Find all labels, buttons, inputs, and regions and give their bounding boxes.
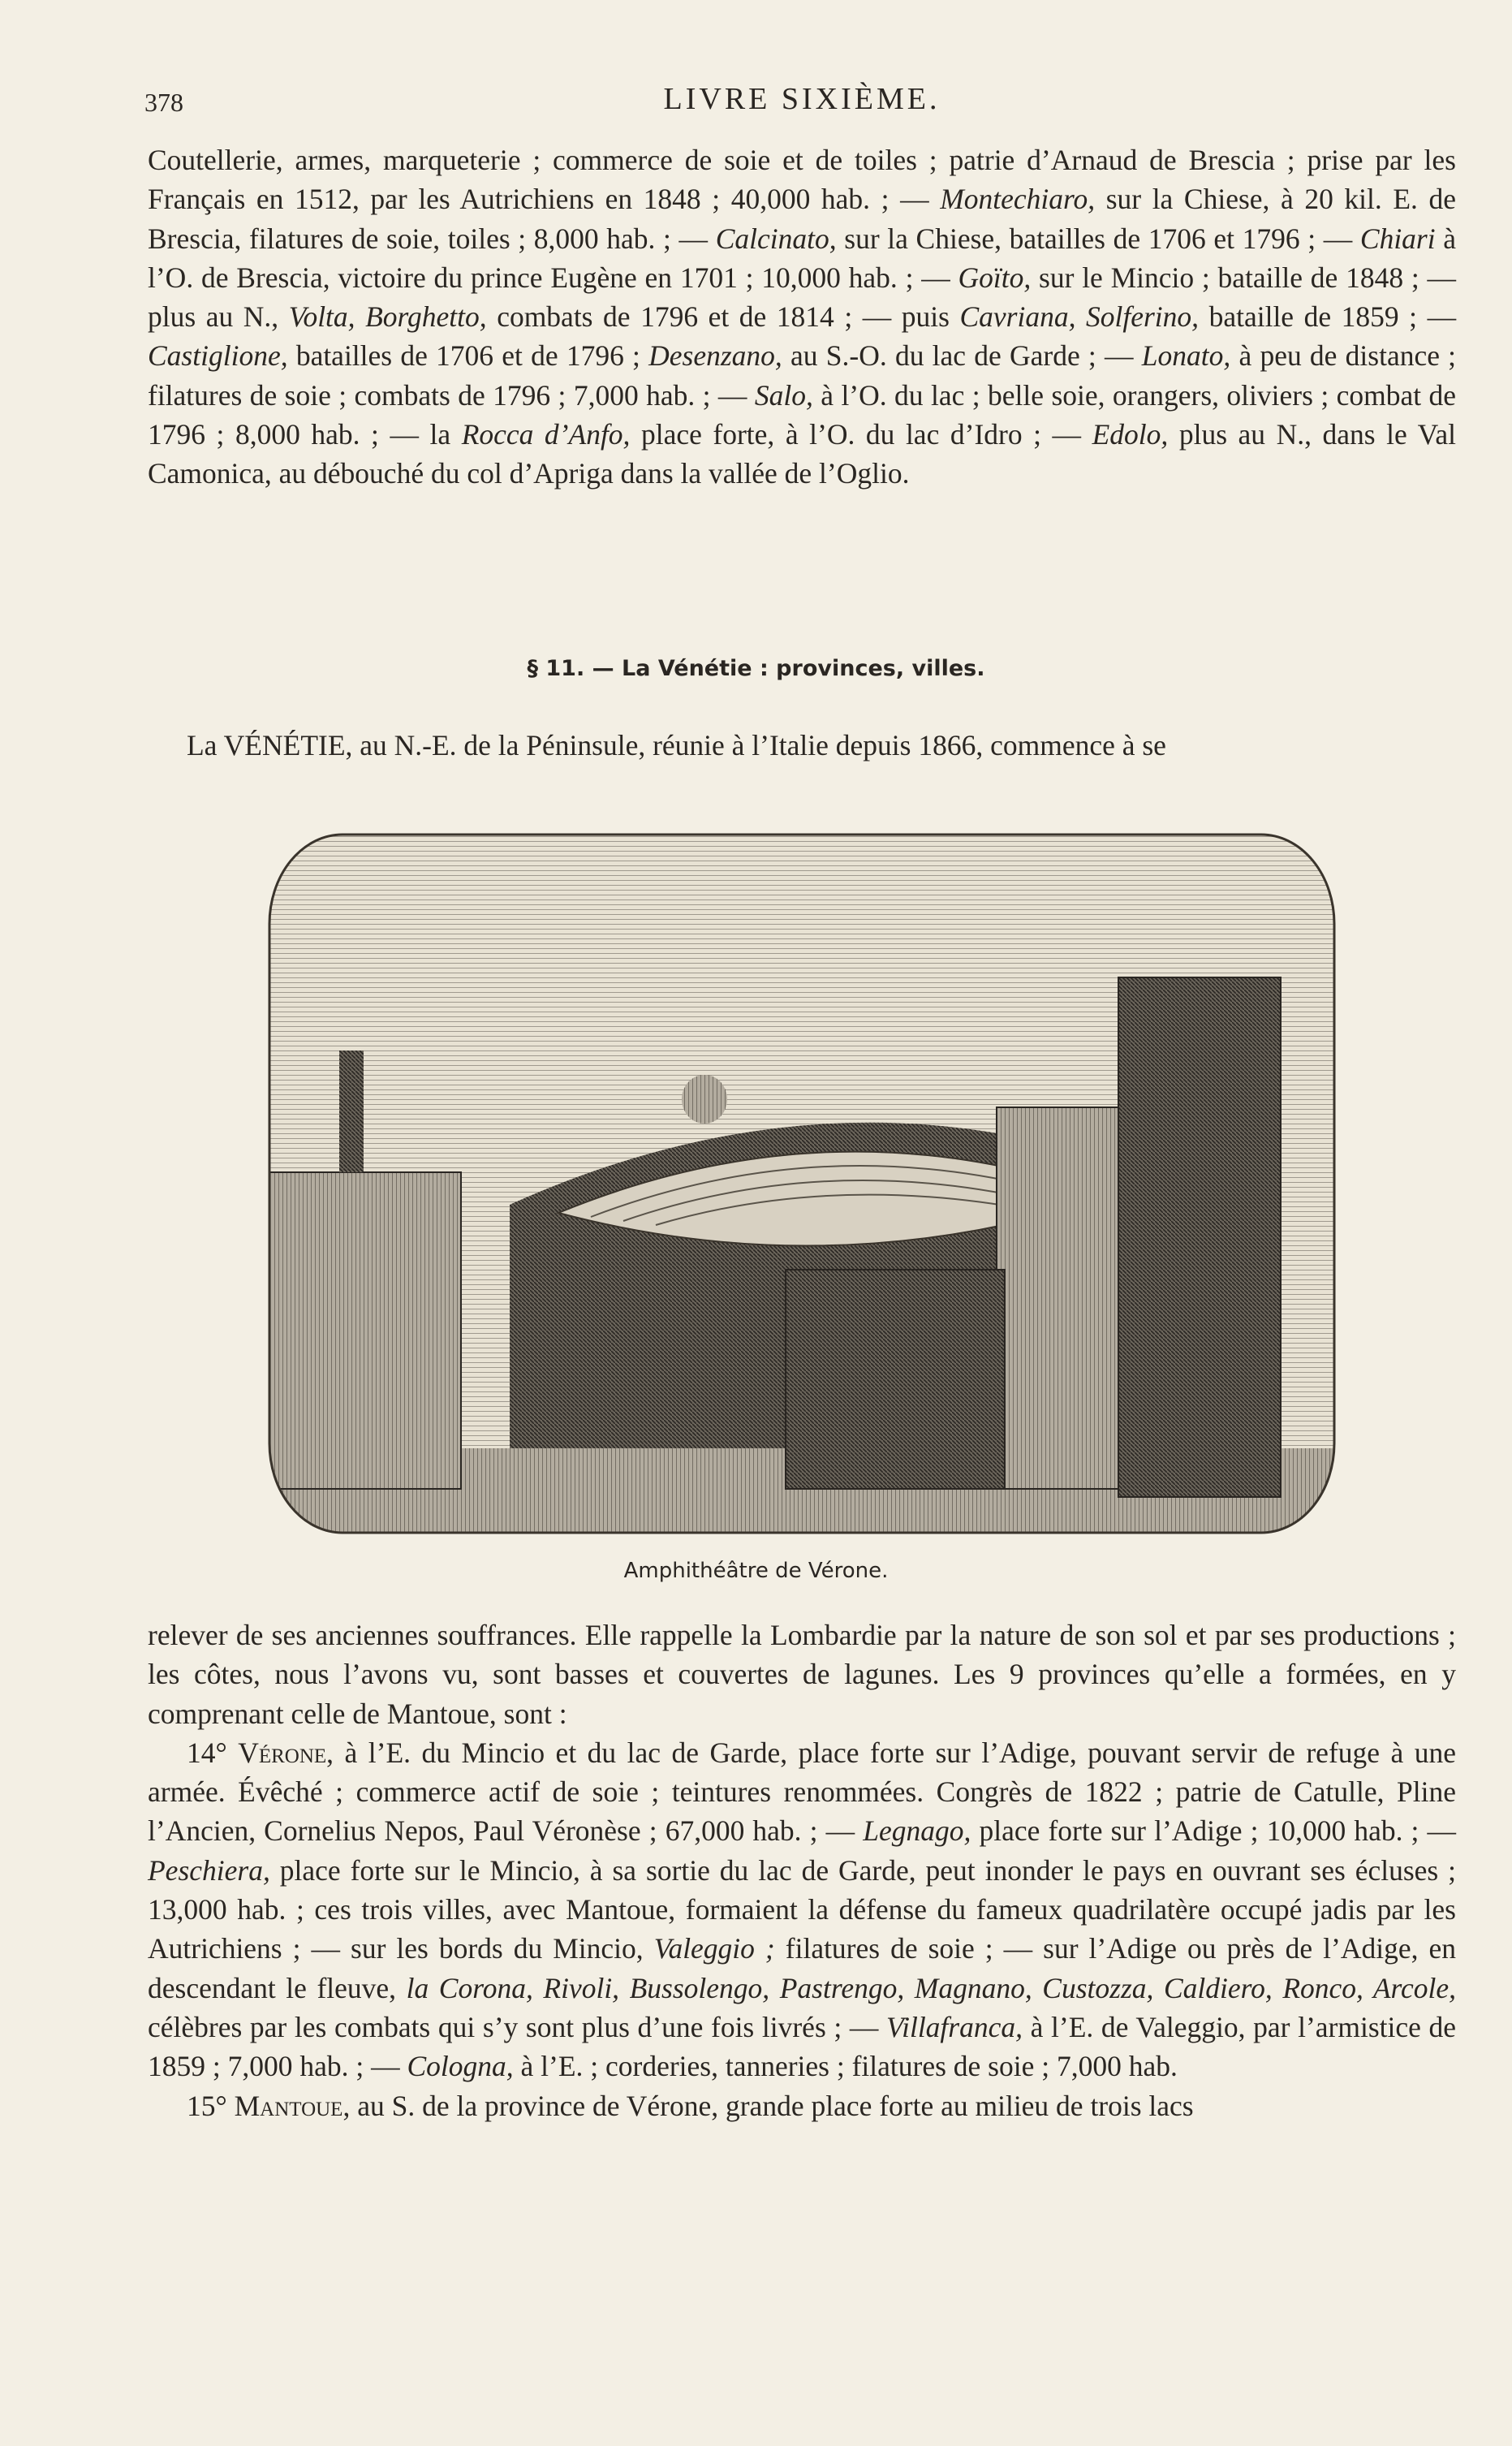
paragraph: Coutellerie, armes, marqueterie ; commerce de soie et de toiles ; patrie d’Arnaud de Brescia ; prise par les Français en 1512, par les Autrichiens en 1848 ; 40,000 hab. ; — Montechiaro, sur la Chiese, à 20 kil. E. de Brescia, filatures de soie, toiles ; 8,000 hab. ; — Calcinato, sur la Chiese, batailles de 1706 et 1796 ; — Chiari à l’O. de Brescia, victoire du prince Eugène en 1701 ; 10,000 hab. ; — Goïto, sur le Mincio ; bataille de 1848 ; — plus au N., Volta, Borghetto, combats de 1796 et de 1814 ; — puis Cavriana, Solferino, bataille de 1859 ; — Castiglione, batailles de 1706 et de 1796 ; Desenzano, au S.-O. du lac de Garde ; — Lonato, à peu de distance ; filatures de soie ; combats de 1796 ; 7,000 hab. ; — Salo, à l’O. du lac ; belle soie, orangers, oliviers ; combat de 1796 ; 8,000 hab. ; — la Rocca d’Anfo, place forte, à l’O. du lac d’Idro ; — Edolo, plus au N., dans le Val Camonica, au débouché du col d’Apriga dans la vallée de l’Oglio. <box>148 144 1457 490</box>
figure-caption: Amphithéâtre de Vérone. <box>623 1559 889 1583</box>
paragraph: relever de ses anciennes souffrances. Elle rappelle la Lombardie par la nature de son sol et par ses productions ; les côtes, nous l’avons vu, sont basses et couvertes de lagunes. Les 9 provinces qu’elle a formées, en y comprenant celle de Mantoue, sont : <box>148 1619 1456 1730</box>
amphitheatre-engraving <box>266 831 1338 1536</box>
running-title: LIVRE SIXIÈME. <box>663 82 941 116</box>
text-block-brescia <box>148 140 1456 494</box>
running-head <box>144 81 1459 130</box>
paragraph-verone: 14° Vérone, à l’E. du Mincio et du lac de Garde, place forte sur l’Adige, pouvant servir de refuge à une armée. Évêché ; commerce actif de soie ; teintures renommées. Congrès de 1822 ; patrie de Catulle, Pline l’Ancien, Cornelius Nepos, Paul Véronèse ; 67,000 hab. ; — Legnago, place forte sur l’Adige ; 10,000 hab. ; — Peschiera, place forte sur le Mincio, à sa sortie du lac de Garde, peut inonder le pays en ouvrant ses écluses ; 13,000 hab. ; ces trois villes, avec Mantoue, formaient la défense du fameux quadrilatère occupé jadis par les Autrichiens ; — sur les bords du Mincio, Valeggio ; filatures de soie ; — sur l’Adige ou près de l’Adige, en descendant le fleuve, la Corona, Rivoli, Bussolengo, Pastrengo, Magnano, Custozza, Caldiero, Ronco, Arcole, célèbres par les combats qui s’y sont plus d’une fois livrés ; — Villafranca, à l’E. de Valeggio, par l’armistice de 1859 ; 7,000 hab. ; — Cologna, à l’E. ; corderies, tanneries ; filatures de soie ; 7,000 hab. <box>148 1736 1457 2083</box>
page-number: 378 <box>144 88 183 117</box>
section-intro-line: La VÉNÉTIE, au N.-E. de la Péninsule, réunie à l’Italie depuis 1866, commence à se <box>187 729 1166 761</box>
paragraph-mantoue: 15° Mantoue, au S. de la province de Vérone, grande place forte au milieu de trois lacs <box>187 2089 1194 2122</box>
text-block-venetie <box>148 1616 1456 2125</box>
section-heading: § 11. — La Vénétie : provinces, villes. <box>527 656 985 681</box>
